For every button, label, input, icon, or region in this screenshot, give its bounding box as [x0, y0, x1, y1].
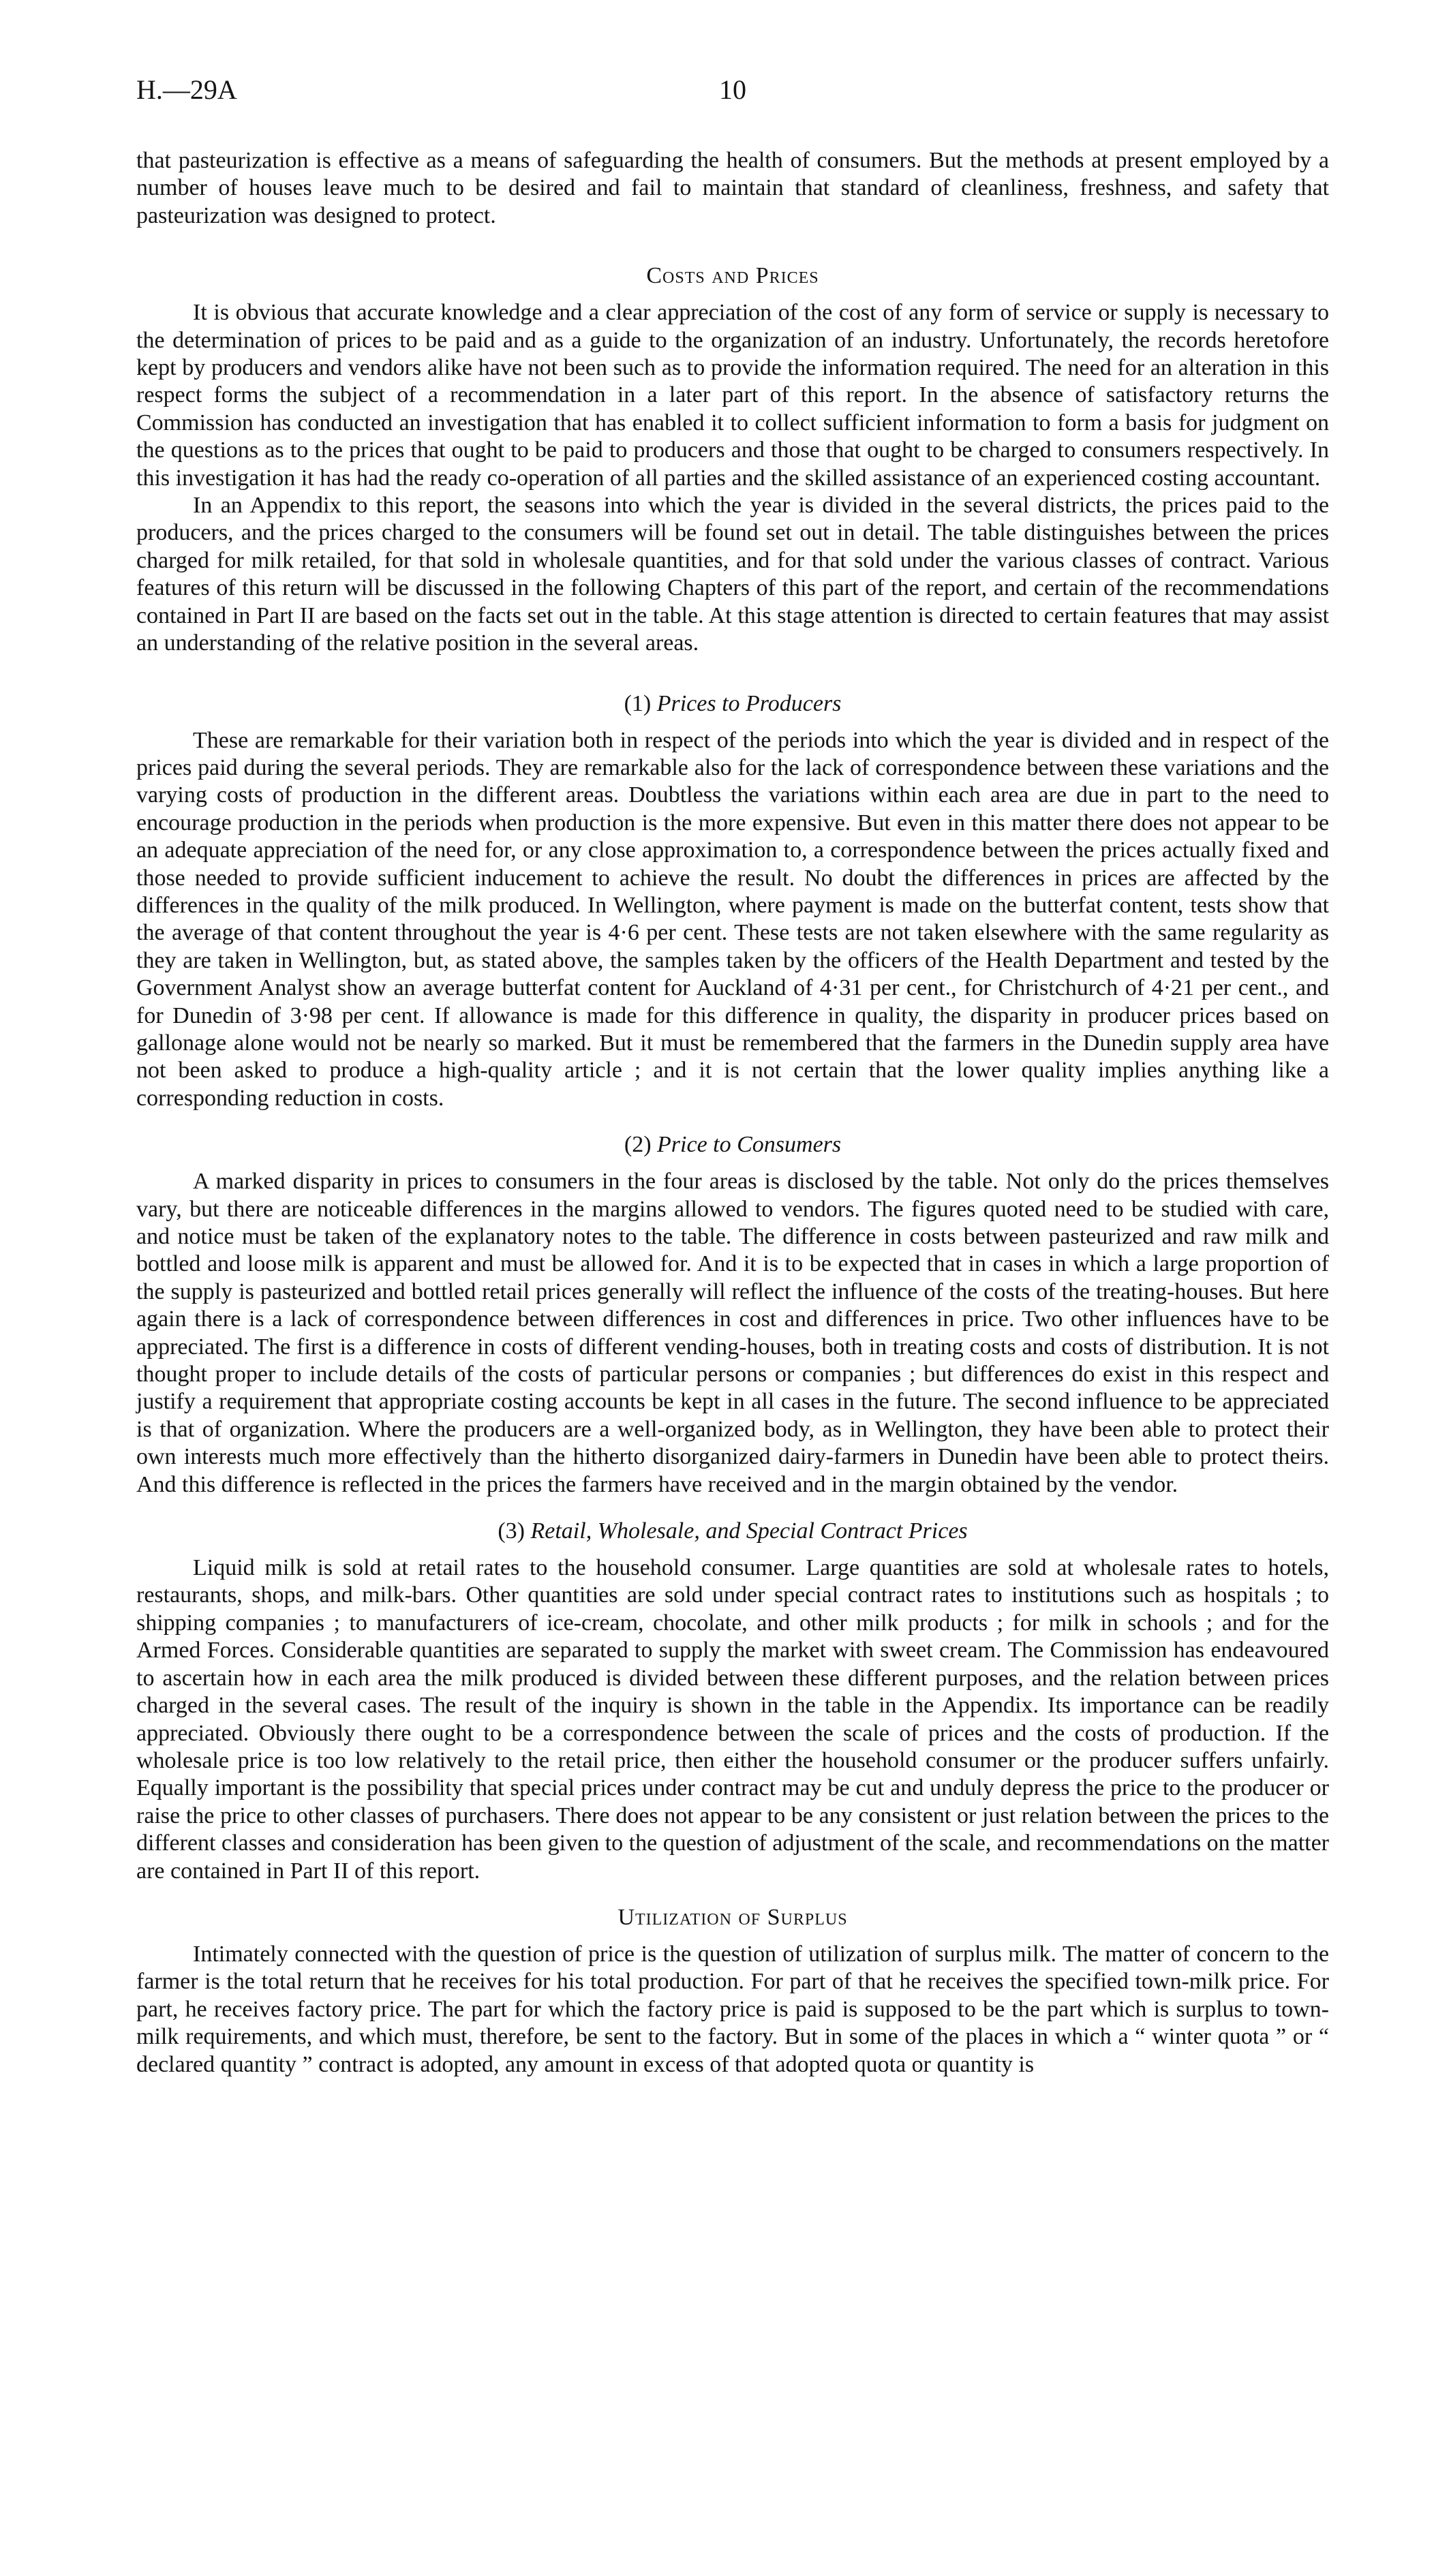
costs-and-prices-heading: Costs and Prices	[646, 263, 819, 289]
section-number: (3)	[498, 1518, 525, 1544]
retail-paragraph: Liquid milk is sold at retail rates to the household consumer. Large quantities are sold at wholesale rates to hotels, restaurants, shops, and milk-bars. Other quantities are sold under special contract rates to institutions such as hospitals ; to shipping companies ; to manufacturers of ice-cream, chocolate, and other milk products ; for milk in schools ; and for the Armed Forces. Considerable quantities are separated to supply the market with sweet cream. The Commission has endeavoured to ascertain how in each area the milk produced is divided between these different purposes, and the relation between prices charged in the several cases. The result of the inquiry is shown in the table in the Appendix. Its importance can be readily appreciated. Obviously there ought to be a correspondence between the scale of prices and the costs of production. If the wholesale price is too low relatively to the retail price, then either the household consumer or the producer suffers unfairly. Equally important is the possibility that special prices under contract may be cut and unduly depress the price to the producer or raise the price to other classes of purchasers. There does not appear to be any consistent or just relation between the prices to the different classes and consideration has been given to the question of adjustment of the scale, and recommendations on the matter are contained in Part II of this report.	[136, 1555, 1329, 1884]
costs-paragraph-2: In an Appendix to this report, the seasons into which the year is divided in the several districts, the prices paid to the producers, and the prices charged to the consumers will be found set out in detail. The table distinguishes between the prices charged for milk retailed, for that sold in wholesale quantities, and for that sold under the various classes of contract. Various features of this return will be discussed in the following Chapters of this part of the report, and certain of the recommendations contained in Part II are based on the facts set out in the table. At this stage attention is directed to certain features that may assist an understanding of the relative position in the several areas.	[136, 493, 1329, 656]
report-reference: H.—29A	[136, 74, 237, 105]
page-header	[136, 74, 1329, 114]
page-number: 10	[719, 74, 746, 105]
section-title: Retail, Wholesale, and Special Contract Prices	[530, 1518, 968, 1544]
section-number: (2)	[624, 1132, 652, 1158]
section-title: Price to Consumers	[657, 1132, 842, 1158]
price-to-consumers-heading	[136, 1131, 1329, 1159]
prices-to-producers-heading	[136, 690, 1329, 718]
body-text	[136, 147, 1329, 2079]
intro-paragraph: that pasteurization is effective as a means of safeguarding the health of consumers. But the methods at present employed by a number of houses leave much to be desired and fail to maintain that standard of cleanliness, freshness, and safety that pasteurization was designed to protect.	[136, 148, 1329, 228]
retail-wholesale-special-contract-heading	[136, 1518, 1329, 1545]
costs-paragraph-1: It is obvious that accurate knowledge and a clear appreciation of the cost of any form of service or supply is necessary to the determination of prices to be paid and as a guide to the organization of an industry. Unfortunately, the records heretofore kept by producers and vendors alike have not been such as to provide the information required. The need for an alteration in this respect forms the subject of a recommendation in a later part of this report. In the absence of satisfactory returns the Commission has conducted an investigation that has enabled it to collect sufficient information to form a basis for judgment on the questions as to the prices that ought to be paid to producers and those that ought to be charged to consumers respectively. In this investigation it has had the ready co-operation of all parties and the skilled assistance of an experienced costing accountant.	[136, 300, 1329, 491]
producers-paragraph: These are remarkable for their variation both in respect of the periods into which the year is divided and in respect of the prices paid during the several periods. They are remarkable also for the lack of correspondence between these variations and the varying costs of production in the different areas. Doubtless the variations within each area are due in part to the need to encourage production in the periods when production is the more expensive. But even in this matter there does not appear to be an adequate appreciation of the need for, or any close approximation to, a correspondence between the prices actually fixed and those needed to provide sufficient inducement to achieve the result. No doubt the differences in prices are affected by the differences in the quality of the milk produced. In Wellington, where payment is made on the butterfat content, tests show that the average of that content throughout the year is 4·6 per cent. These tests are not taken elsewhere with the same regularity as they are taken in Wellington, but, as stated above, the samples taken by the officers of the Health Department and tested by the Government Analyst show an average butterfat content for Auckland of 4·31 per cent., for Christchurch of 4·21 per cent., and for Dunedin of 3·98 per cent. If allowance is made for this difference in quality, the disparity in producer prices based on gallonage alone would not be nearly so marked. But it must be remembered that the farmers in the Dunedin supply area have not been asked to produce a high-quality article ; and it is not certain that the lower quality implies anything like a corresponding reduction in costs.	[136, 727, 1329, 1111]
consumers-paragraph: A marked disparity in prices to consumers in the four areas is disclosed by the table. Not only do the prices themselves vary, but there are noticeable differences in the margins allowed to vendors. The figures quoted need to be studied with care, and notice must be taken of the explanatory notes to the table. The difference in costs between pasteurized and raw milk and bottled and loose milk is apparent and must be allowed for. And it is to be expected that in cases in which a large proportion of the supply is pasteurized and bottled retail prices generally will reflect the influence of the costs of the treating-houses. But here again there is a lack of correspondence between differences in cost and differences in price. Two other influences have to be appreciated. The first is a difference in costs of different vending-houses, both in treating costs and costs of distribution. It is not thought proper to include details of the costs of particular persons or companies ; but differences do exist in this respect and justify a requirement that appropriate costing accounts be kept in all cases in the future. The second influence to be appreciated is that of organization. Where the producers are a well-organized body, as in Wellington, they have been able to protect their own interests much more effectively than the hitherto disorganized dairy-farmers in Dunedin have been able to protect theirs. And this difference is reflected in the prices the farmers have received and in the margin obtained by the vendor.	[136, 1169, 1329, 1497]
section-number: (1)	[624, 690, 652, 716]
section-title: Prices to Producers	[656, 690, 842, 716]
utilization-of-surplus-heading: Utilization of Surplus	[617, 1904, 848, 1930]
surplus-paragraph: Intimately connected with the question of price is the question of utilization of surplus milk. The matter of concern to the farmer is the total return that he receives for his total production. For part of that he receives the specified town-milk price. For part, he receives factory price. The part for which the factory price is paid is supposed to be the part which is surplus to town-milk requirements, and which must, therefore, be sent to the factory. But in some of the places in which a “ winter quota ” or “ declared quantity ” contract is adopted, any amount in excess of that adopted quota or quantity is	[136, 1941, 1329, 2077]
